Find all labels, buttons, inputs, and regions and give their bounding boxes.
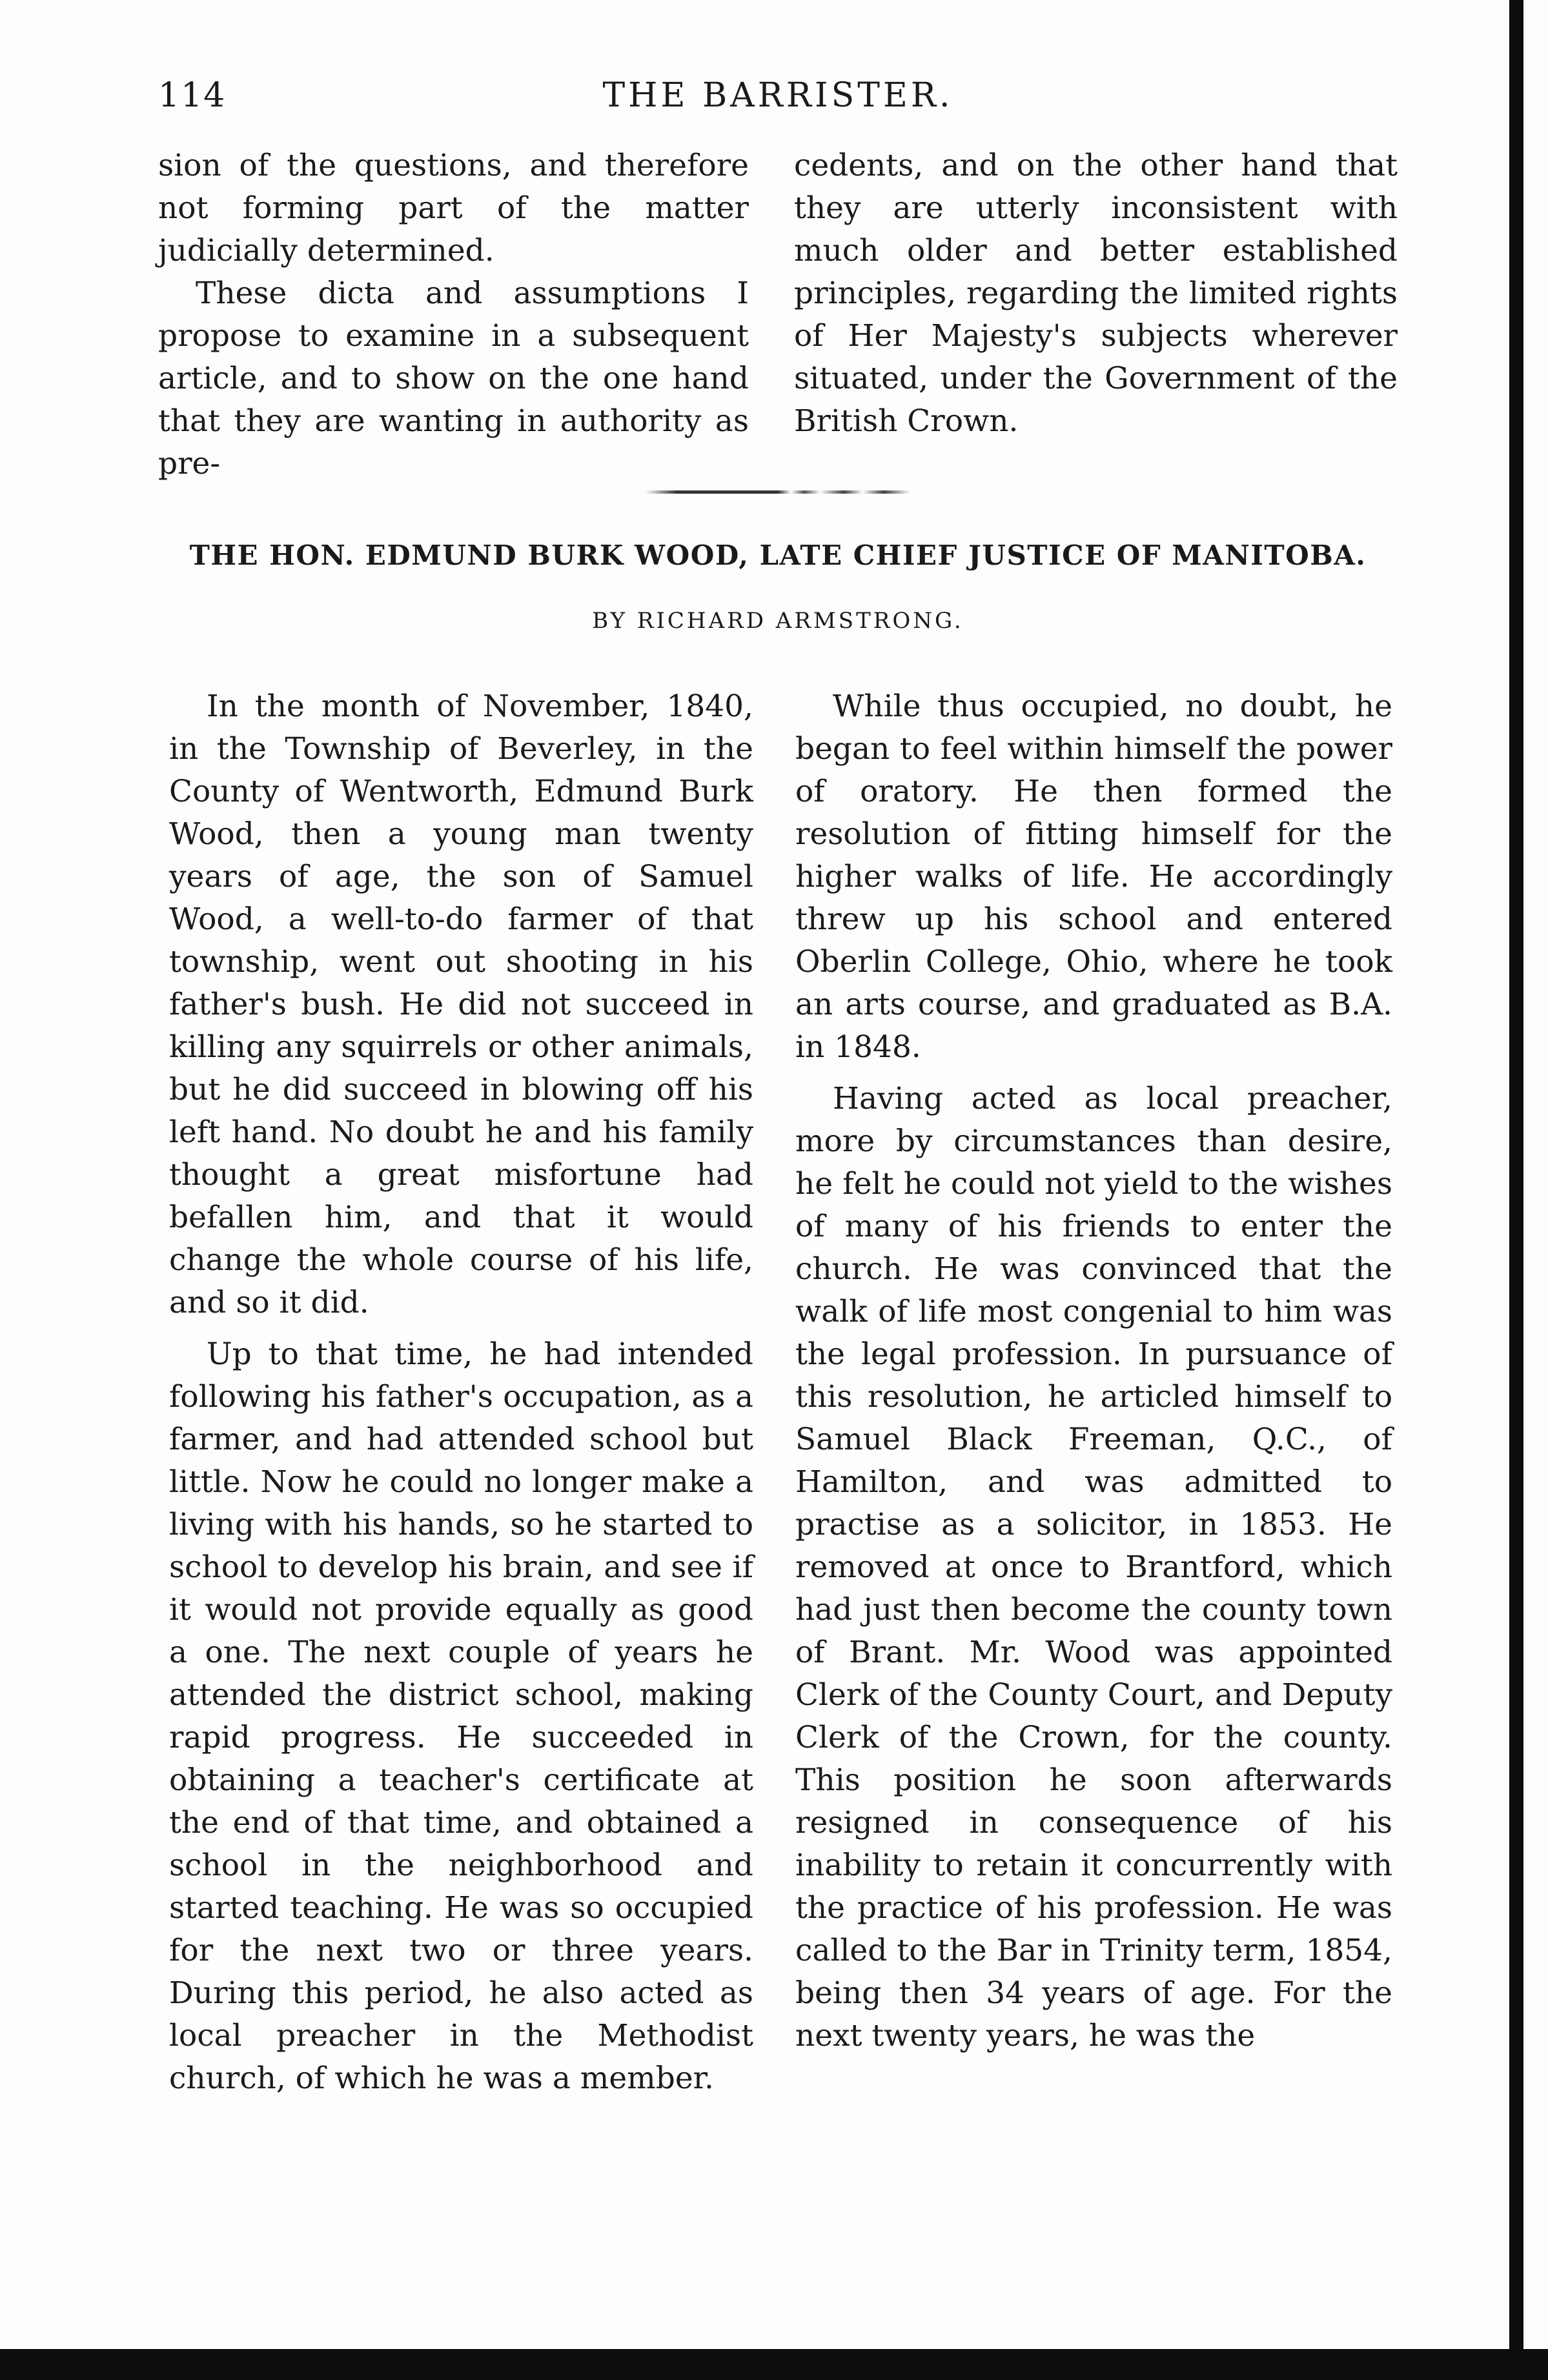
paragraph: sion of the questions, and therefore not forming part of the matter judicially determined.: [158, 148, 749, 268]
paragraph: Having acted as local preacher, more by circumstances than desire, he felt he could not yield to the wishes of many of his friends to enter the church. He was convinced that the walk of life most congenial to him was the legal profession. In pursuance of this resolution, he articled himself to Samuel Black Freeman, Q.C., of Hamilton, and was admitted to practise as a solicitor, in 1853. He removed at once to Brantford, which had just then become the county town of Brant. Mr. Wood was appointed Clerk of the County Court, and Deputy Clerk of the Crown, for the county. This position he soon afterwards resigned in consequence of his inability to retain it concurrently with the practice of his profession. He was called to the Bar in Trinity term, 1854, being then 34 years of age. For the next twenty years, he was the: [795, 1081, 1392, 2053]
article-left-column: [169, 685, 753, 2100]
article-byline: BY RICHARD ARMSTRONG.: [592, 608, 964, 634]
top-left-column: [158, 145, 749, 485]
scan-edge-bottom: [0, 2349, 1548, 2380]
scan-edge-right: [1509, 0, 1523, 2380]
page-header: [158, 76, 1398, 121]
page-number: 114: [158, 76, 227, 115]
paragraph: These dicta and assumptions I propose to examine in a subsequent article, and to show on the one hand that they are wanting in authority as pre-: [158, 276, 749, 481]
paragraph: Up to that time, he had intended following his father's occupation, as a farmer, and had attended school but little. Now he could no longer make a living with his hands, so he started to school to develop his brain, and see if it would not provide equally as good a one. The next couple of years he attended the district school, making rapid progress. He succeeded in obtaining a teacher's certificate at the end of that time, and obtained a school in the neighborhood and started teaching. He was so occupied for the next two or three years. During this period, he also acted as local preacher in the Methodist church, of which he was a member.: [169, 1336, 753, 2096]
paragraph: While thus occupied, no doubt, he began to feel within himself the power of oratory. He then formed the resolution of fitting himself for the higher walks of life. He accordingly threw up his school and entered Oberlin College, Ohio, where he took an arts course, and graduated as B.A. in 1848.: [795, 689, 1392, 1065]
article-right-column: [795, 685, 1392, 2057]
running-title: THE BARRISTER.: [602, 76, 953, 115]
article-title: THE HON. EDMUND BURK WOOD, LATE CHIEF JUSTICE OF MANITOBA.: [189, 540, 1367, 571]
section-divider: [646, 490, 910, 494]
top-right-column: [794, 145, 1398, 443]
paragraph: cedents, and on the other hand that they are utterly inconsistent with much older and better established principles, regarding the limited rights of Her Majesty's subjects wherever situated, under the Government of the British Crown.: [794, 148, 1398, 439]
paragraph: In the month of November, 1840, in the Township of Beverley, in the County of Wentworth, Edmund Burk Wood, then a young man twenty years of age, the son of Samuel Wood, a well-to-do farmer of that township, went out shooting in his father's bush. He did not succeed in killing any squirrels or other animals, but he did succeed in blowing off his left hand. No doubt he and his family thought a great misfortune had befallen him, and that it would change the whole course of his life, and so it did.: [169, 689, 753, 1320]
